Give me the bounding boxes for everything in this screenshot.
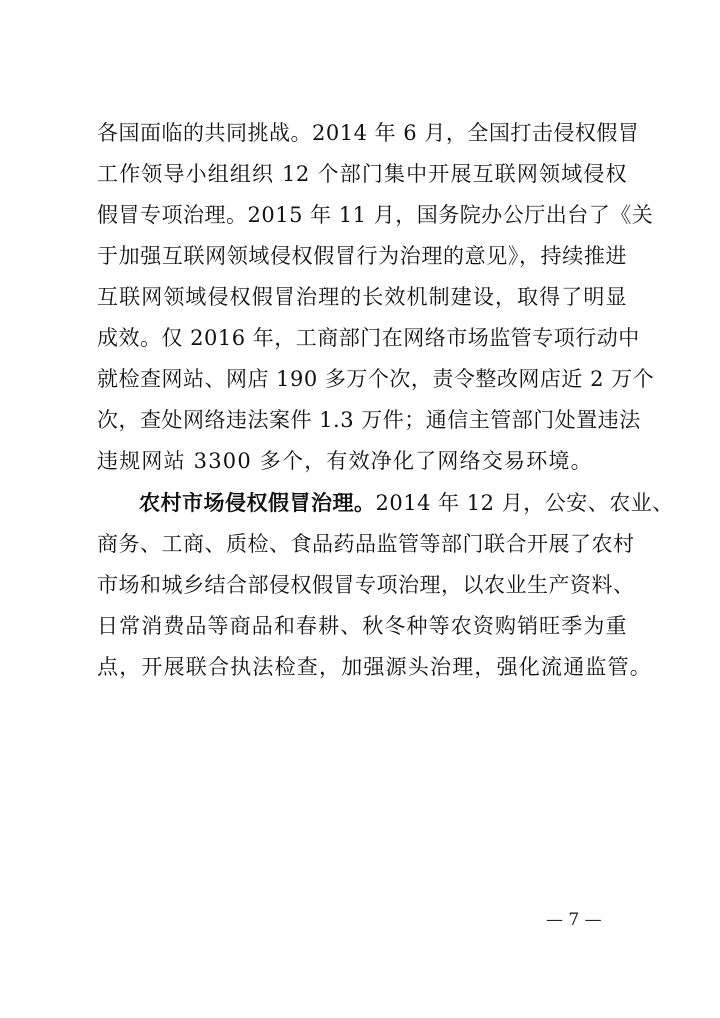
paragraph-1-line-8: 次，查处网络违法案件 1.3 万件；通信主管部门处置违法 [97,408,641,432]
paragraph-2-line-4: 日常消费品等商品和春耕、秋冬种等农资购销旺季为重 [97,614,627,638]
paragraph-2-line-3: 市场和城乡结合部侵权假冒专项治理，以农业生产资料、 [97,573,635,597]
paragraph-1-line-7: 就检查网站、网店 190 多万个次，责令整改网店近 2 万个 [97,367,655,391]
paragraph-2-line-2: 商务、工商、质检、食品药品监管等部门联合开展了农村 [97,532,635,556]
paragraph-1-line-5: 互联网领域侵权假冒治理的长效机制建设，取得了明显 [97,285,627,309]
paragraph-2-line-1 [139,488,674,518]
paragraph-1-line-9: 违规网站 3300 多个，有效净化了网络交易环境。 [97,449,593,473]
paragraph-1-line-4: 于加强互联网领域侵权假冒行为治理的意见》，持续推进 [97,244,627,268]
paragraph-1-line-1: 各国面临的共同挑战。2014 年 6 月，全国打击侵权假冒 [97,121,640,145]
paragraph-2-line-1-rest: 2014 年 12 月，公安、农业、 [375,491,674,515]
paragraph-1-line-2: 工作领导小组组织 12 个部门集中开展互联网领域侵权 [97,162,627,186]
page-number: — 7 — [546,910,602,930]
paragraph-1-line-3: 假冒专项治理。2015 年 11 月，国务院办公厅出台了《关 [97,203,654,227]
paragraph-2-line-5: 点，开展联合执法检查，加强源头治理，强化流通监管。 [97,655,652,679]
paragraph-1-line-6: 成效。仅 2016 年，工商部门在网络市场监管专项行动中 [97,326,640,350]
paragraph-2-heading: 农村市场侵权假冒治理。 [139,490,376,515]
